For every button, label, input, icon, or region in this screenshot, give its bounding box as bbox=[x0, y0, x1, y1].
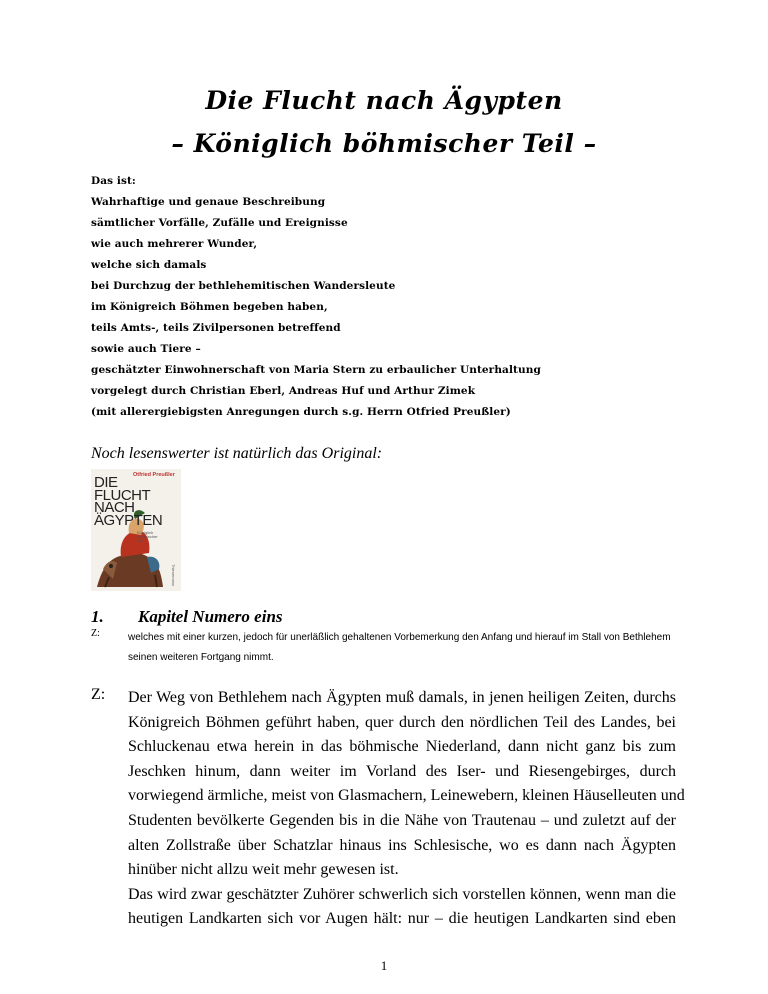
body-line: Jeschken hinum, dann weiter im Vorland des Iser- und Riesengebirges, durch bbox=[128, 762, 676, 780]
summary-label: Z: bbox=[91, 628, 100, 639]
document-subtitle: – Königlich böhmischer Teil – bbox=[171, 129, 597, 158]
body-line: Der Weg von Bethlehem nach Ägypten muß damals, in jenen heiligen Zeiten, durchs bbox=[128, 689, 676, 706]
subtitle-line: teils Amts-, teils Zivilpersonen betreffend bbox=[91, 322, 341, 334]
subtitle-line: Wahrhaftige und genaue Beschreibung bbox=[91, 196, 326, 208]
subtitle-line: geschätzter Einwohnerschaft von Maria Stern zu erbaulicher Unterhaltung bbox=[91, 364, 541, 376]
subtitle-line: im Königreich Böhmen begeben haben, bbox=[91, 301, 328, 313]
subtitle-line: sowie auch Tiere – bbox=[91, 343, 201, 355]
body-line: hinüber nicht allzu weit mehr gewesen ist. bbox=[128, 861, 399, 879]
document-title: Die Flucht nach Ägypten bbox=[205, 86, 563, 115]
cover-title-line: ÄGYPTEN bbox=[94, 511, 163, 529]
cover-author: Otfried Preußler bbox=[133, 472, 175, 478]
chapter-title: Kapitel Numero eins bbox=[138, 607, 283, 626]
cover-subtitle: Königlich böhmischer Teil bbox=[137, 530, 158, 543]
body-line: Königreich Böhmen geführt haben, quer durch den nördlichen Teil des Landes, bei bbox=[128, 713, 676, 731]
subtitle-line: wie auch mehrerer Wunder, bbox=[91, 238, 258, 250]
cover-title-line: FLUCHT bbox=[94, 486, 151, 504]
intro-text: Noch lesenswerter ist natürlich das Original: bbox=[91, 445, 383, 462]
subtitle-line: (mit allerergiebigsten Anregungen durch s.g. Herrn Otfried Preußler) bbox=[91, 406, 511, 418]
cover-title-line: DIE bbox=[94, 474, 118, 491]
body-line: Studenten bevölkerte Gegenden bis in die Nähe von Trautenau – und zuletzt auf der bbox=[128, 811, 676, 829]
cover-publisher: Thienemann bbox=[171, 564, 176, 587]
body-line: Schluckenau etwa herein in das böhmische Niederland, dann nicht ganz bis zum bbox=[128, 738, 676, 756]
body-paragraph bbox=[128, 686, 685, 932]
cover-title-line: NACH bbox=[94, 499, 135, 516]
subtitle-line: bei Durchzug der bethlehemitischen Wandersleute bbox=[91, 280, 396, 292]
page-number: 1 bbox=[380, 958, 388, 973]
subtitle-line: sämtlicher Vorfälle, Zufälle und Ereignisse bbox=[91, 217, 348, 229]
chapter-summary: welches mit einer kurzen, jedoch für unerläßlich gehaltenen Vorbemerkung den Anfang und hierauf im Stall von Bethlehem seinen weiteren Fortgang nimmt. bbox=[128, 632, 671, 663]
subtitle-line: welche sich damals bbox=[91, 259, 207, 271]
body-line: alten Zollstraße über Schatzlar hinaus ins Schlesische, wo es dann nach Ägypten bbox=[128, 836, 676, 854]
body-line: Das wird zwar geschätzter Zuhörer schwerlich sich vorstellen können, wenn man die bbox=[128, 885, 676, 903]
subtitle-line: Das ist: bbox=[91, 175, 136, 187]
chapter-number: 1. bbox=[91, 607, 104, 626]
body-line: vorwiegend ärmliche, meist von Glasmachern, Leinewebern, kleinen Häuselleuten und bbox=[128, 787, 685, 805]
subtitle-line: vorgelegt durch Christian Eberl, Andreas Huf und Arthur Zimek bbox=[91, 385, 476, 397]
body-label: Z: bbox=[91, 686, 106, 703]
book-cover-image bbox=[91, 469, 181, 591]
body-line: heutigen Landkarten sich vor Augen hält: nur – die heutigen Landkarten sind eben bbox=[128, 910, 676, 928]
